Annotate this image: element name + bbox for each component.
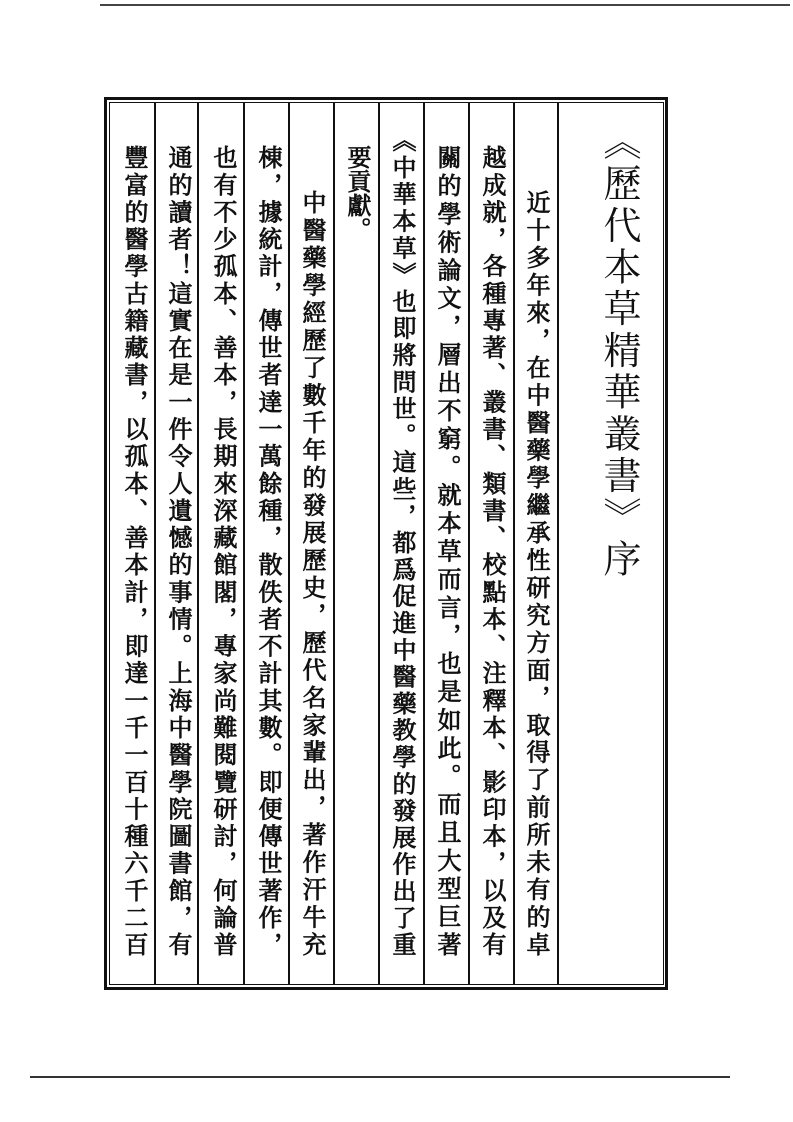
column-divider <box>423 103 425 984</box>
text-column-4: 《中華本草》也即將問世。這些，都爲促進中醫藥教學的發展作出了重 <box>388 128 417 956</box>
column-divider <box>513 103 515 984</box>
column-divider <box>468 103 470 984</box>
scan-edge-bottom <box>30 1076 730 1078</box>
text-column-3: 關的學術論文，層出不窮。就本草而言，也是如此。而且大型巨著 <box>433 145 462 956</box>
scan-edge-top <box>100 4 790 6</box>
column-divider <box>378 103 380 984</box>
text-column-9: 通的讀者！這實在是一件令人遺憾的事情。上海中醫學院圖書館，有 <box>164 145 193 956</box>
column-divider <box>243 103 245 984</box>
column-divider <box>333 103 335 984</box>
column-divider <box>197 103 199 984</box>
text-column-6: 中醫藥學經歷了數千年的發展歷史，歷代名家輩出，著作汗牛充 <box>298 190 327 956</box>
column-divider <box>288 103 290 984</box>
column-divider <box>154 103 156 984</box>
text-column-2: 越成就，各種專著、叢書、類書、校點本、注釋本、影印本，以及有 <box>478 145 507 956</box>
text-column-1: 近十多年來，在中醫藥學繼承性研究方面，取得了前所未有的卓 <box>522 190 551 956</box>
page-title: 《歷代本草精華叢書》序 <box>597 122 641 577</box>
text-column-8: 也有不少孤本、善本，長期來深藏館閣，專家尚難閱覽研討，何論普 <box>209 145 238 956</box>
text-column-10: 豐富的醫學古籍藏書，以孤本、善本計，即達一千一百十種六千二百 <box>120 145 149 956</box>
column-divider <box>557 103 559 984</box>
text-column-7: 棟，據統計，傳世者達一萬餘種，散佚者不計其數。即便傳世著作， <box>254 145 283 956</box>
text-column-5: 要貢獻。 <box>343 145 372 241</box>
